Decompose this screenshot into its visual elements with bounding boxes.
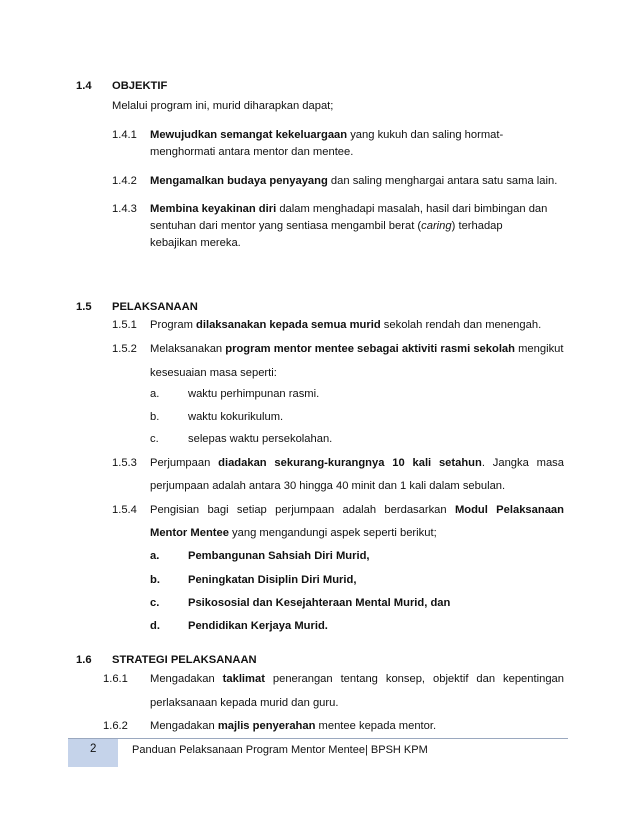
footer-rule [68,738,568,739]
item-text-line2: perlaksanaan kepada murid dan guru. [150,697,339,709]
sub-letter: c. [150,433,159,445]
sub-item: Pembangunan Sahsiah Diri Murid, [188,550,370,562]
sub-letter: a. [150,550,160,562]
item-text: Mengamalkan budaya penyayang dan saling menghargai antara satu sama lain. [150,175,558,187]
sub-item: Psikososial dan Kesejahteraan Mental Murid, dan [188,597,451,609]
sub-letter: b. [150,574,160,586]
sub-item: waktu perhimpunan rasmi. [188,388,320,400]
item-text: Perjumpaan diadakan sekurang-kurangnya 10 kali setahun. Jangka masa [150,457,564,469]
section-title: STRATEGI PELAKSANAAN [112,654,257,666]
sub-letter: a. [150,388,160,400]
sub-letter: b. [150,411,160,423]
item-number: 1.4.3 [112,203,137,215]
page-number: 2 [90,743,97,755]
item-text: Membina keyakinan diri dalam menghadapi masalah, hasil dari bimbingan dan [150,203,548,215]
item-text-line2: Mentor Mentee yang mengandungi aspek seperti berikut; [150,527,437,539]
item-number: 1.4.1 [112,129,137,141]
item-number: 1.5.2 [112,343,137,355]
item-text: Mengadakan majlis penyerahan mentee kepada mentor. [150,720,437,732]
item-number: 1.5.3 [112,457,137,469]
item-number: 1.5.1 [112,319,137,331]
sub-item: selepas waktu persekolahan. [188,433,333,445]
sub-item: Peningkatan Disiplin Diri Murid, [188,574,357,586]
item-text-line2: menghormati antara mentor dan mentee. [150,146,354,158]
item-text-line2: perjumpaan adalah antara 30 hingga 40 minit dan 1 kali dalam sebulan. [150,480,506,492]
section-number: 1.6 [76,654,92,666]
item-text-line2: sentuhan dari mentor yang sentiasa mengambil berat (caring) terhadap [150,220,503,232]
item-number: 1.6.2 [103,720,128,732]
item-number: 1.6.1 [103,673,128,685]
item-number: 1.5.4 [112,504,137,516]
item-text: Program dilaksanakan kepada semua murid sekolah rendah dan menengah. [150,319,542,331]
item-text-line3: kebajikan mereka. [150,237,241,249]
sub-letter: d. [150,620,160,632]
section-title: OBJEKTIF [112,80,168,92]
footer-text: Panduan Pelaksanaan Program Mentor Mentee| BPSH KPM [132,744,428,756]
sub-letter: c. [150,597,160,609]
item-text: Melaksanakan program mentor mentee sebagai aktiviti rasmi sekolah mengikut [150,343,564,355]
section-title: PELAKSANAAN [112,301,198,313]
item-text: Pengisian bagi setiap perjumpaan adalah berdasarkan Modul Pelaksanaan [150,504,564,516]
sub-item: Pendidikan Kerjaya Murid. [188,620,328,632]
item-text: Mengadakan taklimat penerangan tentang konsep, objektif dan kepentingan [150,673,564,685]
sub-item: waktu kokurikulum. [188,411,284,423]
section-number: 1.4 [76,80,92,92]
section-intro: Melalui program ini, murid diharapkan dapat; [112,100,334,112]
item-text: Mewujudkan semangat kekeluargaan yang kukuh dan saling hormat- [150,129,504,141]
section-number: 1.5 [76,301,92,313]
item-text-line2: kesesuaian masa seperti: [150,367,277,379]
item-number: 1.4.2 [112,175,137,187]
